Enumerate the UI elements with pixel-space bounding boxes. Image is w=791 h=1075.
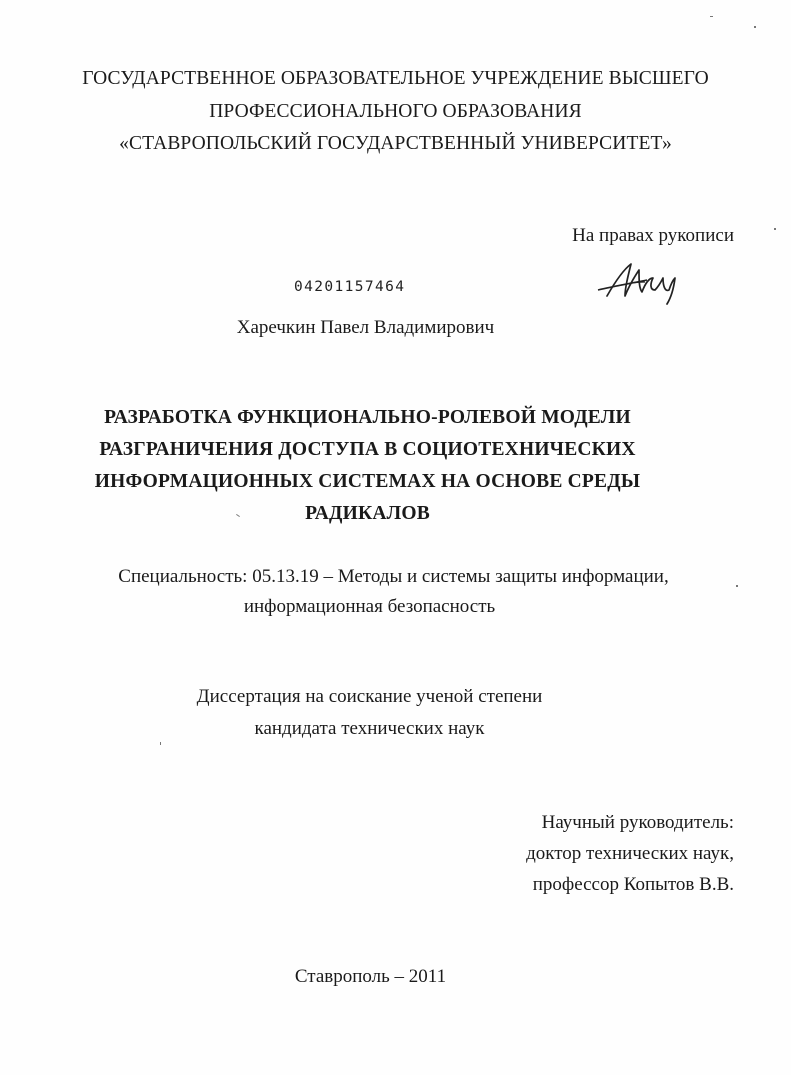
scan-speck (160, 742, 161, 745)
title-line-3: ИНФОРМАЦИОННЫХ СИСТЕМАХ НА ОСНОВЕ СРЕДЫ (94, 471, 641, 492)
title-line-4: РАДИКАЛОВ (305, 503, 430, 524)
degree-line-2: кандидата технических наук (254, 718, 485, 739)
degree-line-1: Диссертация на соискание ученой степени (196, 686, 543, 707)
place-year: Ставрополь – 2011 (294, 966, 447, 987)
title-line-2: РАЗГРАНИЧЕНИЯ ДОСТУПА В СОЦИОТЕХНИЧЕСКИХ (99, 439, 636, 460)
institution-line-3: «СТАВРОПОЛЬСКИЙ ГОСУДАРСТВЕННЫЙ УНИВЕРСИТЕТ» (119, 133, 672, 154)
institution-line-1: ГОСУДАРСТВЕННОЕ ОБРАЗОВАТЕЛЬНОЕ УЧРЕЖДЕНИЕ ВЫСШЕГО (82, 68, 709, 89)
author-name: Харечкин Павел Владимирович (236, 317, 495, 338)
specialty-line-2: информационная безопасность (243, 596, 496, 617)
supervisor-line-2: доктор технических наук, (526, 843, 734, 864)
scan-speck (754, 26, 756, 28)
scan-speck (736, 585, 738, 587)
supervisor-line-3: профессор Копытов В.В. (532, 874, 734, 895)
scan-speck (774, 228, 776, 230)
signature-icon (595, 256, 681, 306)
supervisor-line-1: Научный руководитель: (541, 812, 734, 833)
inventory-number: 04201157464 (294, 279, 406, 295)
title-line-1: РАЗРАБОТКА ФУНКЦИОНАЛЬНО-РОЛЕВОЙ МОДЕЛИ (104, 407, 631, 428)
institution-line-2: ПРОФЕССИОНАЛЬНОГО ОБРАЗОВАНИЯ (209, 101, 582, 122)
specialty-line-1: Специальность: 05.13.19 – Методы и системы защиты информации, (118, 566, 669, 587)
scan-speck (710, 16, 713, 17)
manuscript-note: На правах рукописи (572, 225, 734, 246)
